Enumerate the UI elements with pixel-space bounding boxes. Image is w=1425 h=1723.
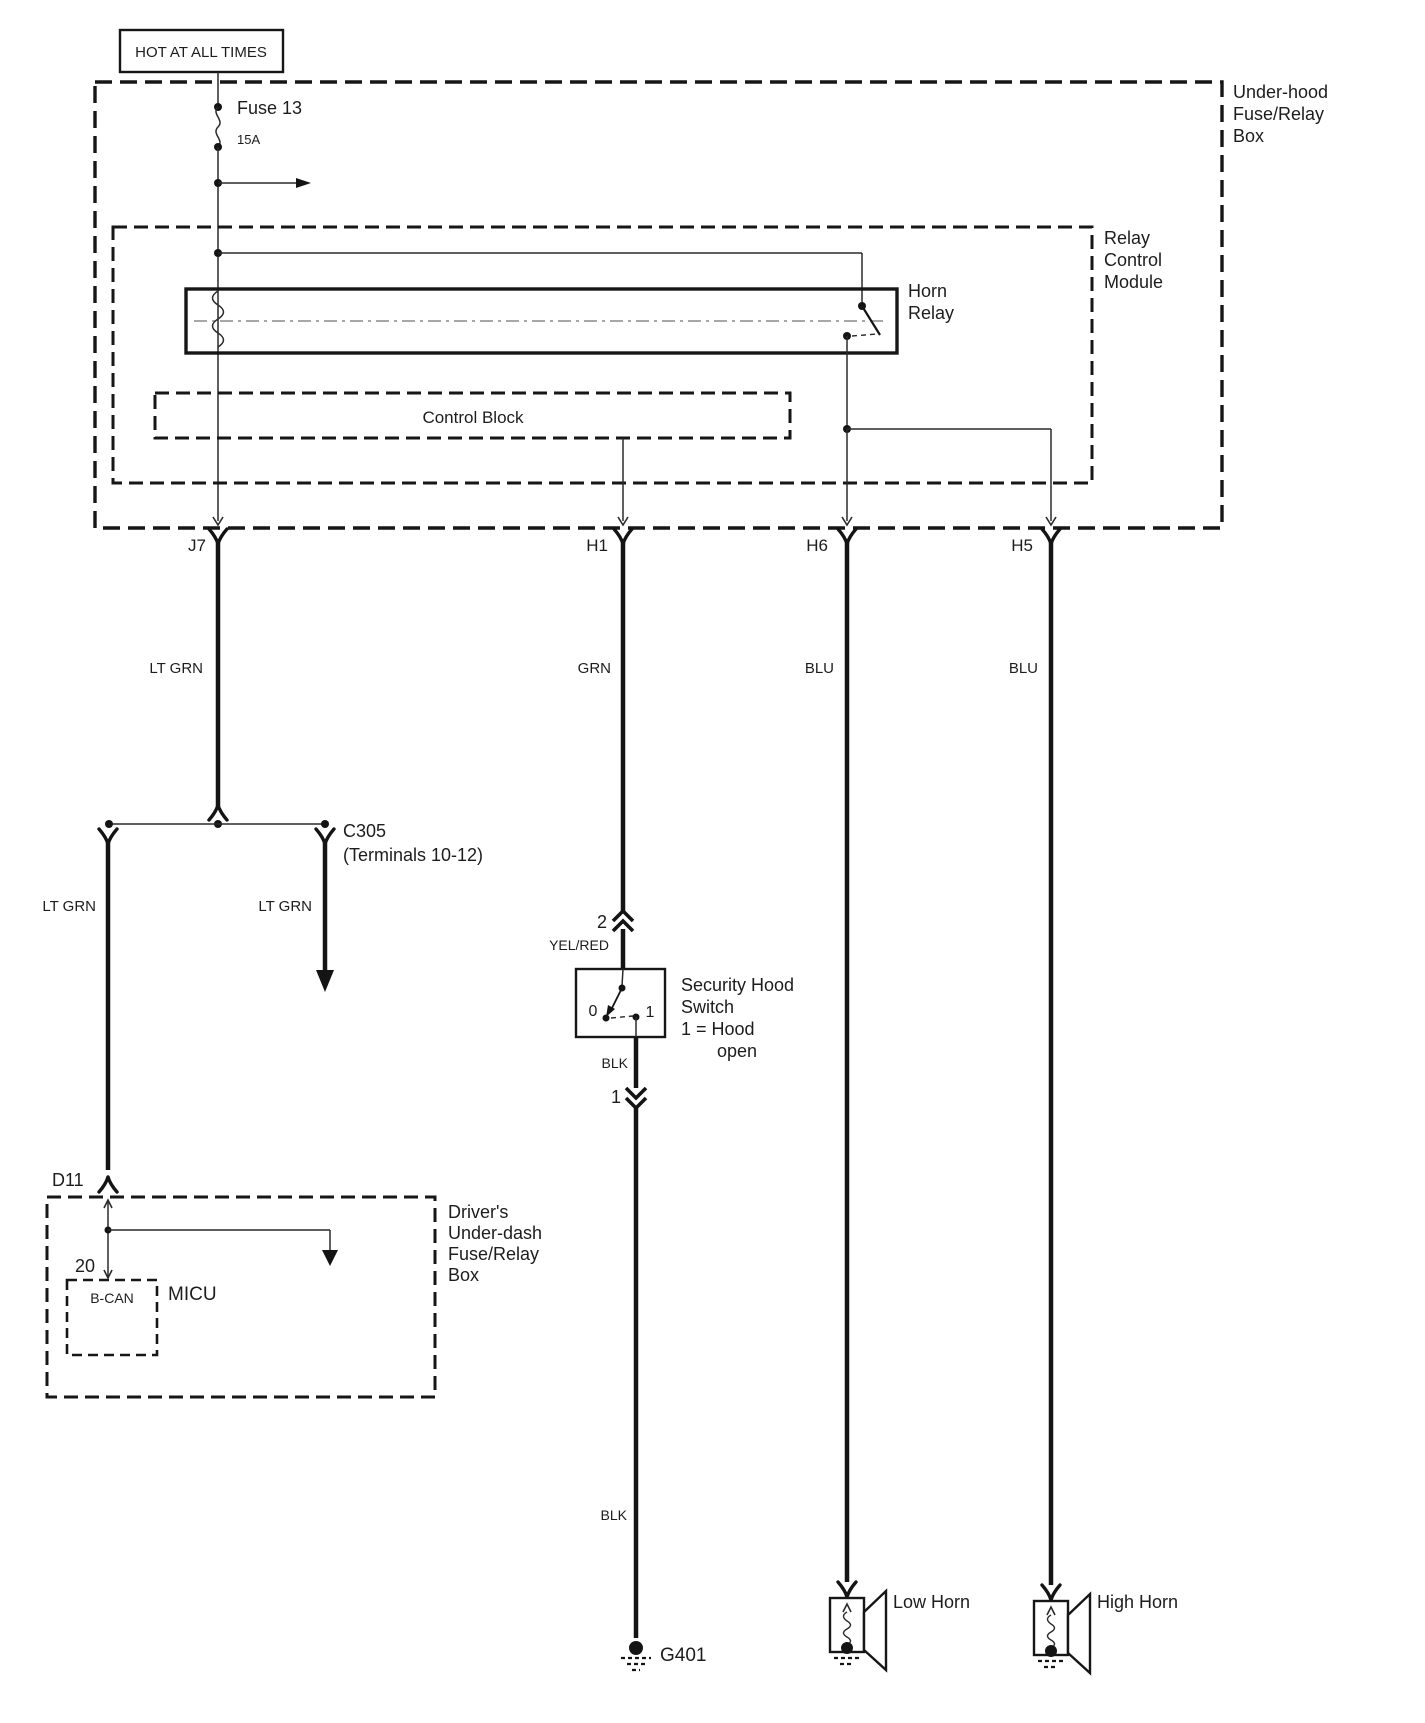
fuse-13 [214, 72, 311, 521]
fuse-rating: 15A [237, 132, 261, 147]
pin-20-label: 20 [74, 1256, 95, 1276]
pin-2-label: 2 [596, 912, 607, 932]
j7-wire-end-connector-icon [209, 805, 227, 820]
rcm-label-3: Module [1104, 272, 1164, 292]
underhood-box-label-1: Under-hood [1233, 82, 1329, 102]
switch-output-color: BLK [601, 1055, 628, 1071]
horn-relay-label-1: Horn [908, 281, 948, 301]
underhood-box-border [95, 82, 1222, 528]
c305-left-connector-icon [99, 829, 117, 844]
relay-drive-wire [214, 249, 862, 306]
j7-label: J7 [188, 536, 206, 555]
c305-left-terminal [105, 820, 113, 828]
h1-label: H1 [586, 536, 608, 555]
underhood-box-label-2: Fuse/Relay [1233, 104, 1325, 124]
c305-label: C305 [343, 821, 387, 841]
drivers-underdash-box [47, 1170, 542, 1397]
h6-wire-color: BLU [804, 660, 834, 677]
high-horn-label: High Horn [1097, 1592, 1179, 1612]
switch-position-1-label: 1 [645, 1004, 655, 1021]
low-horn-coil-icon [844, 1612, 851, 1645]
high-horn [1034, 1585, 1178, 1673]
high-horn-ground-dot [1045, 1645, 1057, 1657]
pin-1-connector-icon [626, 1088, 646, 1098]
low-horn-trumpet-icon [864, 1591, 886, 1670]
switch-feed-color: YEL/RED [549, 937, 609, 953]
c305-splice [42, 805, 483, 1170]
h1-connector-icon [614, 529, 632, 544]
h6-label: H6 [806, 536, 828, 555]
h5-connector-icon [1042, 529, 1060, 544]
control-block-label: Control Block [422, 408, 524, 427]
relay-control-module-border [113, 227, 1092, 483]
right-branch-arrow-icon [316, 970, 334, 992]
switch-arm [612, 988, 622, 1008]
hood-switch-label-3: 1 = Hood [681, 1019, 755, 1039]
micu-label: MICU [168, 1284, 217, 1305]
ground-run-color: BLK [600, 1507, 627, 1523]
left-branch-color: LT GRN [42, 898, 96, 915]
switch-position-0-label: 0 [588, 1003, 598, 1020]
right-branch-color: LT GRN [258, 898, 312, 915]
ground-terminal [629, 1641, 643, 1655]
fuse-element-icon [216, 107, 220, 147]
hood-switch-label-2: Switch [681, 997, 735, 1017]
hood-switch-label-4: open [717, 1041, 758, 1061]
c305-terminals-label: (Terminals 10-12) [343, 845, 484, 865]
h6-connector-icon [838, 529, 856, 544]
low-horn [830, 1582, 970, 1670]
security-hood-switch [549, 911, 794, 1061]
hood-switch-label-1: Security Hood [681, 975, 795, 995]
high-horn-trumpet-icon [1068, 1594, 1090, 1673]
power-source-label: HOT AT ALL TIMES [135, 44, 267, 61]
d11-connector-icon [99, 1177, 117, 1192]
high-horn-coil-icon [1048, 1615, 1055, 1648]
c305-right-terminal [321, 820, 329, 828]
switch-internal-feed [622, 969, 623, 986]
drivers-box-label-2: Under-dash [448, 1223, 543, 1243]
horn-relay-label-2: Relay [908, 303, 955, 323]
h5-label: H5 [1011, 536, 1033, 555]
low-horn-connector-icon [838, 1582, 856, 1597]
underhood-fuse-relay-box [95, 82, 1328, 528]
h1-wire-color: GRN [577, 660, 611, 677]
control-block [155, 393, 790, 521]
branch-arrow-icon [296, 178, 311, 188]
underhood-box-label-3: Box [1233, 126, 1265, 146]
internal-branch-arrow-icon [322, 1250, 338, 1266]
drivers-box-label-1: Driver's [448, 1202, 509, 1222]
rcm-label-2: Control [1104, 250, 1163, 270]
switch-position-0-contact [603, 1015, 610, 1022]
relay-switch-dashed-link [852, 334, 877, 336]
low-horn-ground-dot [841, 1642, 853, 1654]
power-source-box [120, 30, 283, 72]
relay-control-module-box [113, 227, 1163, 483]
h5-wire-color: BLU [1008, 660, 1038, 677]
fuse-name: Fuse 13 [237, 98, 303, 118]
switch-ground-run [601, 1037, 707, 1670]
pin-1-label: 1 [610, 1087, 621, 1107]
j7-connector-icon [209, 529, 227, 544]
switch-dashed-link [611, 1016, 633, 1018]
high-horn-connector-icon [1042, 1585, 1060, 1600]
connector-entry-arrows [213, 517, 1056, 525]
high-horn-pin-icon [1047, 1607, 1055, 1615]
drivers-box-label-4: Box [448, 1265, 480, 1285]
drivers-box-label-3: Fuse/Relay [448, 1244, 540, 1264]
c305-right-connector-icon [316, 829, 334, 844]
rcm-label-1: Relay [1104, 228, 1151, 248]
ground-label: G401 [660, 1645, 707, 1666]
b-can-label: B-CAN [90, 1290, 134, 1306]
j7-wire-color: LT GRN [149, 660, 203, 677]
horn-relay [186, 281, 954, 353]
low-horn-label: Low Horn [893, 1592, 971, 1612]
relay-output-wiring [843, 336, 1051, 521]
d11-label: D11 [52, 1170, 84, 1190]
low-horn-pin-icon [843, 1604, 851, 1612]
wire-runs [149, 543, 1051, 1585]
